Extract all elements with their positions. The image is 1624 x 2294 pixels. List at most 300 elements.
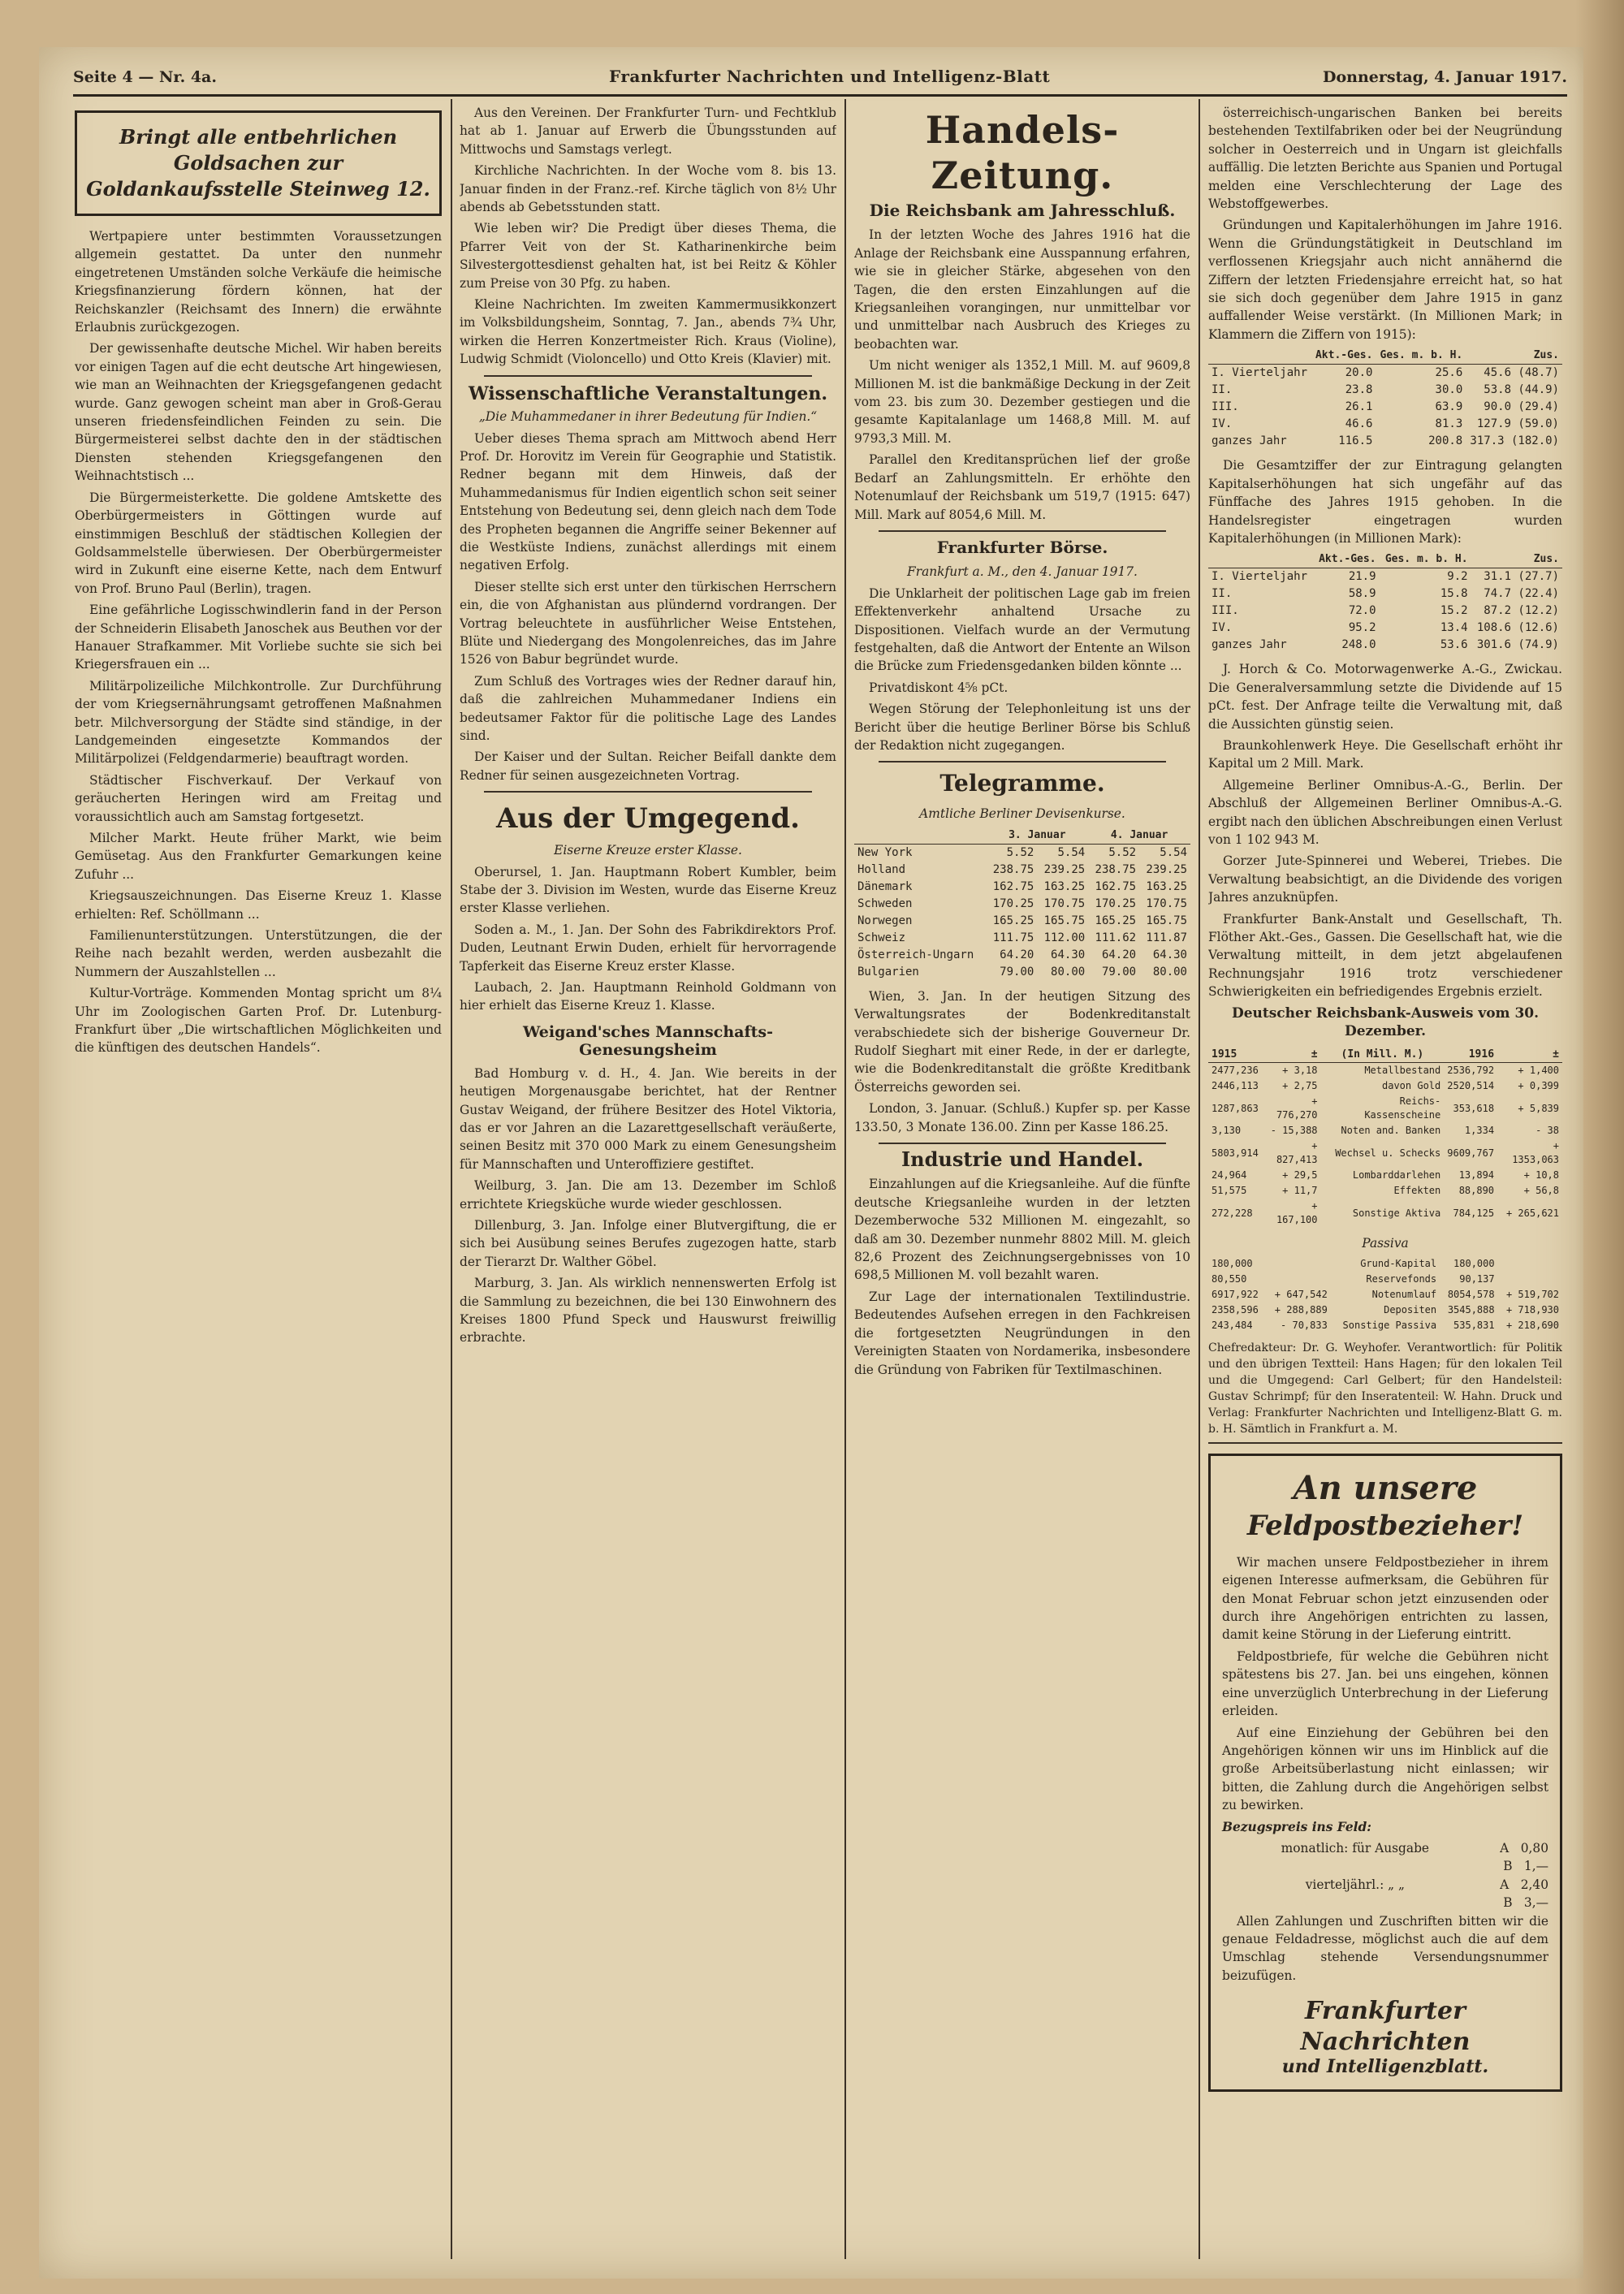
table-cell: 200.8: [1428, 434, 1463, 448]
table-cell: 63.9: [1435, 400, 1463, 414]
issue-date: Donnerstag, 4. Januar 1917.: [1323, 68, 1567, 86]
price-value: 0,80: [1520, 1840, 1548, 1856]
table-caption: Amtliche Berliner Devisenkurse.: [919, 806, 1125, 822]
table-cell: 64.20: [1101, 948, 1137, 961]
table-cell: 3545,888: [1447, 1303, 1495, 1315]
price-row: [1222, 1839, 1548, 1857]
table-header-cell: ±: [1262, 1047, 1321, 1063]
table-cell: I. Vierteljahr: [1212, 570, 1308, 584]
table-cell: 163.25: [1146, 879, 1187, 893]
table-cell: + 519,702: [1505, 1288, 1559, 1300]
table-cell: 112.00: [1043, 931, 1086, 944]
table-cell: 95.2: [1348, 621, 1376, 635]
table-subcaption: Passiva: [1362, 1236, 1409, 1251]
price-label: [1222, 1857, 1492, 1875]
article-paragraph: Braunkohlenwerk Heye. Die Gesellschaft erhöht ihr Kapital um 2 Mill. Mark.: [1208, 737, 1562, 771]
table-cell: 8054,578: [1447, 1288, 1495, 1300]
table-cell: [1498, 1272, 1562, 1287]
table-cell: IV.: [1212, 621, 1233, 635]
table-cell: 51,575: [1212, 1185, 1247, 1197]
article-headline: Die Reichsbank am Jahresschluß.: [869, 201, 1176, 220]
table-cell: 1287,863: [1212, 1102, 1259, 1114]
article-paragraph: Dieser stellte sich erst unter den türkischen Herrschern ein, die von Afghanistan aus plündernd vordrangen. Der Vortrag beleuchtete in ausführlicher Weise Entstehen, Blüte und Niedergang des Mongolenreiches, das im Jahre 1526 von Babur begründet wurde.: [460, 579, 836, 667]
editorial-imprint: Chefredakteur: Dr. G. Weyhofer. Verantwortlich: für Politik und den übrigen Textteil: Hans Hagen; für den lokalen Teil und die Umgegend: Carl Gelbert; für den Handelsteil: Gustav Schrimpf; für den Inseratenteil: W. Hahn. Druck und Verlag: Frankfurter Nachrichten und Intelligenz-Blatt G. m. b. H. Sämtlich in Frankfurt a. M.: [1208, 1340, 1562, 1444]
table-cell: Reichs-Kassenscheine: [1364, 1095, 1441, 1121]
article-paragraph: österreichisch-ungarischen Banken bei bereits bestehenden Textilfabriken oder bei der Neugründung solcher in Oesterreich und in Ungarn ist gleichfalls auffällig. Die letzten Berichte aus Spanien und Portugal melden eine Verschlechterung der Lage des Webstoffgewerbes.: [1208, 106, 1562, 212]
price-list: [1222, 1839, 1548, 1912]
table-cell: 180,000: [1212, 1257, 1253, 1269]
table-cell: IV.: [1212, 417, 1233, 431]
table-row: [1208, 1303, 1562, 1318]
table-header-cell: Ges. m. b. H.: [1380, 551, 1471, 568]
table-row: [1208, 1199, 1562, 1228]
table-cell: + 3,18: [1282, 1065, 1318, 1077]
column-divider-2: [844, 99, 846, 2259]
article-paragraph: Frankfurter Bank-Anstalt und Gesellschaft, Th. Flöther Akt.-Ges., Gassen. Die Gesellschaft hat, wie die Verwaltung mitteilt, in dem jetzt abgelaufenen Rechnungsjahr 1916 trotz verschiedener Schwierigkeiten ein befriedigendes Ergebnis erzielt.: [1208, 911, 1562, 1000]
commerce-section-title: Handels-Zeitung.: [925, 108, 1120, 197]
article-paragraph: Weilburg, 3. Jan. Die am 13. Dezember im Schloß errichtete Kriegsküche wurde wieder geschlossen.: [460, 1178, 836, 1212]
article-paragraph: Bad Homburg v. d. H., 4. Jan. Wie bereits in der heutigen Morgenausgabe berichtet, hat der Rentner Gustav Weigand, der frühere Besitzer des Hotel Viktoria, das er vor Jahren an die Lazarettgesellschaft veräußerte, seinen Besitz mit 370 000 Mark zu einem Genesungsheim für Mannschaften und Unteroffiziere gestiftet.: [460, 1065, 836, 1172]
table-cell: 6917,922: [1212, 1288, 1259, 1300]
table-cell: 9.2: [1447, 570, 1468, 584]
article-paragraph: Laubach, 2. Jan. Hauptmann Reinhold Goldmann von hier erhielt das Eiserne Kreuz 1. Klasse.: [460, 980, 836, 1013]
table-cell: 26.1: [1345, 400, 1373, 414]
table-cell: [1266, 1272, 1330, 1287]
gold-collection-advert: Bringt alle entbehrlichen Goldsachen zur Goldankaufsstelle Steinweg 12.: [75, 110, 442, 216]
section-subheading: „Die Muhammedaner in ihrer Bedeutung für Indien.“: [478, 409, 818, 425]
price-row: [1222, 1894, 1548, 1912]
table-cell: Schweden: [857, 896, 913, 910]
price-row: [1222, 1857, 1548, 1875]
table-cell: 243,484: [1212, 1319, 1253, 1331]
table-cell: 79.00: [1101, 965, 1137, 979]
notice-paragraph: Feldpostbriefe, für welche die Gebühren nicht spätestens bis 27. Jan. bei uns eingehen, können eine unverzüglich Unterbrechung in der Lieferung erleiden.: [1222, 1648, 1548, 1719]
article-paragraph: Einzahlungen auf die Kriegsanleihe. Auf die fünfte deutsche Kriegsanleihe wurden in der letzten Dezemberwoche 532 Millionen M. eingezahlt, so daß am 30. Dezember nunmehr 8802 Mill. M. gleich 82,6 Prozent des Zeichnungsergebnisses von 10 698,5 Millionen M. voll bezahlt waren.: [854, 1177, 1190, 1283]
article-paragraph: Kirchliche Nachrichten. In der Woche vom 8. bis 13. Januar finden in der Franz.-ref. Kirche täglich von 8½ Uhr abends ab Gebetsstunden statt.: [460, 163, 836, 215]
price-value: 1,—: [1523, 1859, 1548, 1874]
price-row: [1222, 1876, 1548, 1894]
column-finance: [1208, 104, 1562, 2264]
table-cell: Noten and. Banken: [1341, 1125, 1441, 1137]
table-cell: 80.00: [1051, 965, 1086, 979]
section-heading: Wissenschaftliche Veranstaltungen.: [468, 382, 828, 404]
table-cell: Dänemark: [857, 879, 913, 893]
table-cell: 90.0 (29.4): [1484, 400, 1559, 414]
table-cell: 272,228: [1212, 1207, 1253, 1219]
table-header-row: [854, 827, 1190, 845]
article-paragraph: Kultur-Vorträge. Kommenden Montag spricht um 8¼ Uhr im Zoologischen Garten Prof. Dr. Lutenburg-Frankfurt über „Die wirtschaftlichen Möglichkeiten und die künftigen des deutschen Handels“.: [75, 986, 442, 1056]
table-cell: 535,831: [1453, 1319, 1495, 1331]
table-cell: 163.25: [1043, 879, 1086, 893]
table-cell: 162.75: [992, 879, 1034, 893]
table-cell: III.: [1212, 400, 1239, 414]
table-cell: 64.30: [1152, 948, 1187, 961]
table-row: [1208, 433, 1562, 450]
table-header-cell: [1208, 551, 1314, 568]
table-header-cell: 1915: [1208, 1047, 1262, 1063]
table-header-cell: 1916: [1444, 1047, 1497, 1063]
table-cell: 165.75: [1146, 914, 1187, 927]
article-paragraph: Allgemeine Berliner Omnibus-A.-G., Berlin. Der Abschluß der Allgemeinen Berliner Omnibus-A.-G. ergibt nach den üblichen Abschreibungen einen Verlust von 1 102 943 M.: [1208, 777, 1562, 847]
section-rule: [879, 1143, 1166, 1144]
table-cell: 30.0: [1435, 383, 1463, 397]
table-cell: - 38: [1535, 1125, 1559, 1137]
table-cell: + 5,839: [1518, 1102, 1559, 1114]
table-cell: 13,894: [1458, 1169, 1495, 1182]
article-paragraph: Kriegsauszeichnungen. Das Eiserne Kreuz 1. Klasse erhielten: Ref. Schöllmann ...: [75, 888, 442, 922]
table-cell: 45.6 (48.7): [1484, 366, 1559, 380]
table-cell: + 0,399: [1518, 1080, 1559, 1092]
table-row: [1208, 1094, 1562, 1123]
table-header-cell: Zus.: [1466, 347, 1562, 365]
article-paragraph: Wegen Störung der Telephonleitung ist uns der Bericht über die heutige Berliner Börse bis Schluß der Redaktion nicht zugegangen.: [854, 702, 1190, 753]
table-cell: Holland: [857, 862, 906, 876]
table-cell: 5.52: [1006, 845, 1034, 859]
table-header-cell: [854, 827, 986, 845]
article-headline: Telegramme.: [939, 770, 1105, 797]
capital-increase-table: [1208, 551, 1562, 654]
article-paragraph: Gründungen und Kapitalerhöhungen im Jahre 1916. Wenn die Gründungstätigkeit in Deutschland im verflossenen Kriegsjahr auch nicht annähernd die Ziffern der letzten Friedensjahre erreicht hat, so hat sie sich doch gegenüber dem Jahre 1915 in ganz auffallender Weise verstärkt. (In Millionen Mark; in Klammern die Ziffern von 1915):: [1208, 218, 1562, 342]
table-cell: 5.54: [1160, 845, 1187, 859]
article-paragraph: Die Unklarheit der politischen Lage gab im freien Effektenverkehr anhaltend Ursache zu Dispositionen. Vielfach wurde an der Vermutung festgehalten, daß die Antwort der Entente an Wilson die Brücke zum Friedensgedanken bilden könnte ...: [854, 585, 1190, 674]
table-cell: Sonstige Aktiva: [1352, 1207, 1441, 1219]
table-row: [854, 844, 1190, 862]
table-cell: 87.2 (12.2): [1484, 604, 1559, 618]
table-cell: Norwegen: [857, 914, 913, 927]
price-label: monatlich: für Ausgabe: [1281, 1840, 1430, 1856]
table-cell: + 2,75: [1282, 1080, 1318, 1092]
notice-paragraph: Auf eine Einziehung der Gebühren bei den Angehörigen können wir uns im Hinblick auf die große Arbeitsüberlastung nicht einlassen; wir bitten, die Zahlung durch die Angehörigen selbst zu bewirken.: [1222, 1725, 1548, 1813]
table-cell: 2477,236: [1212, 1065, 1259, 1077]
table-cell: Bulgarien: [857, 965, 919, 979]
table-cell: 58.9: [1348, 587, 1376, 601]
price-value: 3,—: [1523, 1895, 1548, 1911]
table-cell: 111.87: [1146, 931, 1187, 944]
table-cell: 116.5: [1338, 434, 1373, 448]
price-value: 2,40: [1520, 1877, 1548, 1892]
table-cell: 127.9 (59.0): [1476, 417, 1559, 431]
table-row: [1208, 399, 1562, 416]
article-paragraph: J. Horch & Co. Motorwagenwerke A.-G., Zwickau. Die Generalversammlung setzte die Dividende auf 15 pCt. fest. Der Anfrage teilte die Verwaltung mit, daß die Aussichten günstig seien.: [1208, 662, 1562, 732]
subscriber-notice: [1208, 1454, 1562, 2092]
table-row: [1208, 568, 1562, 586]
reichsbank-liabilities-table: [1208, 1256, 1562, 1333]
table-cell: 3,130: [1212, 1125, 1242, 1137]
section-heading: Aus der Umgegend.: [496, 802, 800, 836]
article-paragraph: Oberursel, 1. Jan. Hauptmann Robert Kumbler, beim Stabe der 3. Division im Westen, wurde das Eiserne Kreuz erster Klasse verliehen.: [460, 864, 836, 916]
table-cell: 162.75: [1095, 879, 1137, 893]
table-cell: 72.0: [1348, 604, 1376, 618]
notice-title-line1: An unsere: [1293, 1468, 1478, 1507]
table-cell: 21.9: [1348, 570, 1376, 584]
table-cell: 31.1 (27.7): [1484, 570, 1559, 584]
table-cell: II.: [1212, 383, 1233, 397]
table-cell: 301.6 (74.9): [1476, 638, 1559, 652]
table-row: [1208, 1318, 1562, 1333]
table-cell: + 288,889: [1274, 1303, 1328, 1315]
table-cell: 2520,514: [1447, 1080, 1495, 1092]
table-cell: 81.3: [1435, 417, 1463, 431]
table-cell: II.: [1212, 587, 1233, 601]
table-row: [1208, 603, 1562, 620]
table-cell: + 1,400: [1518, 1065, 1559, 1077]
table-header-cell: 3. Januar: [986, 827, 1088, 845]
column-local-news: [75, 104, 442, 2264]
column-commerce: [854, 104, 1190, 2264]
article-paragraph: Marburg, 3. Jan. Als wirklich nennenswerten Erfolg ist die Sammlung zu bezeichnen, die bei 130 Einwohnern des Kreises 1800 Pfund Speck und Hauswurst freiwillig erbrachte.: [460, 1276, 836, 1346]
table-cell: 170.25: [992, 896, 1034, 910]
article-headline: Industrie und Handel.: [901, 1147, 1144, 1172]
table-cell: Sonstige Passiva: [1342, 1319, 1437, 1331]
table-cell: 20.0: [1345, 366, 1373, 380]
section-rule: [484, 791, 812, 793]
table-cell: Grund-Kapital: [1360, 1257, 1437, 1269]
article-paragraph: Um nicht weniger als 1352,1 Mill. M. auf 9609,8 Millionen M. ist die bankmäßige Deckung in der Zeit vom 23. bis zum 30. Dezember gestiegen und die gesamte Kapitalanlage um 1468,8 Mill. M. auf 9793,3 Mill. M.: [854, 358, 1190, 446]
table-header-row: [1208, 1047, 1562, 1063]
price-label: vierteljährl.: „ „: [1305, 1877, 1405, 1892]
table-cell: + 11,7: [1282, 1185, 1318, 1197]
section-heading: Weigand'sches Mannschafts-Genesungsheim: [523, 1022, 773, 1060]
edition-letter: A: [1500, 1840, 1510, 1856]
table-cell: [1266, 1256, 1330, 1272]
article-paragraph: Die Gesamtziffer der zur Eintragung gelangten Kapitalserhöhungen hat sich ungefähr auf das Fünffache des Jahres 1915 gehoben. In die Handelsregister eingetragen wurden Kapitalerhöhungen (in Millionen Mark):: [1208, 458, 1562, 546]
section-subheading: Eiserne Kreuze erster Klasse.: [554, 843, 742, 858]
article-paragraph: In der letzten Woche des Jahres 1916 hat die Anlage der Reichsbank eine Ausspannung erfahren, wie sie in gleicher Stärke, abgesehen von den Tagen, die den ersten Einzahlungen auf die Kriegsanleihen vorangingen, nur unmittelbar vor und unmittelbar nach Ausbruch des Krieges zu beobachten war.: [854, 227, 1190, 352]
table-row: [1208, 1123, 1562, 1138]
notice-paragraph: Wir machen unsere Feldpostbezieher in ihrem eigenen Interesse aufmerksam, die Gebühren für den Monat Februar schon jetzt einzusenden oder durch ihre Angehörigen entrichten zu lassen, damit keine Störung in der Lieferung eintritt.: [1222, 1554, 1548, 1643]
price-heading: Bezugspreis ins Feld:: [1222, 1819, 1371, 1834]
table-cell: + 56,8: [1523, 1185, 1559, 1197]
table-cell: III.: [1212, 604, 1239, 618]
article-paragraph: Gorzer Jute-Spinnerei und Weberei, Triebes. Die Verwaltung beabsichtigt, an die Dividende des vorigen Jahres anzuknüpfen.: [1208, 853, 1562, 905]
table-cell: + 265,621: [1505, 1207, 1559, 1219]
table-cell: - 15,388: [1270, 1125, 1318, 1137]
dateline: Frankfurt a. M., den 4. Januar 1917.: [907, 564, 1138, 580]
table-row: [1208, 1063, 1562, 1079]
article-paragraph: Milcher Markt. Heute früher Markt, wie beim Gemüsetag. Aus den Frankfurter Gemarkungen keine Zufuhr ...: [75, 831, 442, 882]
table-row: [1208, 620, 1562, 637]
article-paragraph: Zur Lage der internationalen Textilindustrie. Bedeutendes Aufsehen erregen in den Fachkreisen die fortgesetzten Neugründungen in den Vereinigten Staaten von Nordamerika, insbesondere die Gründung von Fabriken für Textilmaschinen.: [854, 1289, 1190, 1377]
article-paragraph: Privatdiskont 4⅝ pCt.: [869, 680, 1009, 695]
article-paragraph: Der Kaiser und der Sultan. Reicher Beifall dankte dem Redner für seinen ausgezeichneten Vortrag.: [460, 750, 836, 783]
table-cell: 165.25: [1095, 914, 1137, 927]
table-cell: 170.75: [1043, 896, 1086, 910]
table-cell: 25.6: [1435, 366, 1463, 380]
notice-paragraph: Allen Zahlungen und Zuschriften bitten wir die genaue Feldadresse, möglichst auch die auf dem Umschlag stehende Versendungsnummer beizufügen.: [1222, 1913, 1548, 1983]
table-cell: 79.00: [1000, 965, 1034, 979]
table-cell: Metallbestand: [1364, 1065, 1441, 1077]
table-cell: 165.25: [992, 914, 1034, 927]
table-row: [1208, 585, 1562, 603]
article-paragraph: Zum Schluß des Vortrages wies der Redner darauf hin, daß die zahlreichen Muhammedaner Indiens ein bedeutsamer Faktor für die politische Lage des Landes sind.: [460, 673, 836, 743]
table-cell: 64.20: [1000, 948, 1034, 961]
table-cell: 170.25: [1095, 896, 1137, 910]
table-cell: ganzes Jahr: [1212, 434, 1287, 448]
table-cell: 15.2: [1440, 604, 1468, 618]
table-row: [1208, 1078, 1562, 1094]
table-row: [1208, 1183, 1562, 1199]
table-header-row: [1208, 551, 1562, 568]
masthead: Frankfurter Nachrichten und Intelligenz-Blatt: [609, 67, 1051, 86]
table-cell: I. Vierteljahr: [1212, 366, 1308, 380]
article-paragraph: Ueber dieses Thema sprach am Mittwoch abend Herr Prof. Dr. Horovitz im Verein für Geographie und Statistik. Redner begann mit dem Hinweis, daß der Muhammedanismus für Indien eigentlich schon seit seiner Entstehung von Bedeutung sei, denn gleich nach dem Tode des Propheten begannen die Angriffe seiner Bekenner auf die Westküste Indiens, zunächst allerdings mit einem negativen Erfolg.: [460, 430, 836, 573]
table-row: [854, 964, 1190, 981]
section-rule: [879, 530, 1166, 532]
table-cell: + 218,690: [1505, 1319, 1559, 1331]
table-cell: New York: [857, 845, 913, 859]
notice-signature-sub: und Intelligenzblatt.: [1281, 2056, 1489, 2078]
table-header-cell: [1208, 347, 1311, 365]
table-row: [1208, 1168, 1562, 1183]
table-row: [1208, 382, 1562, 399]
section-rule: [484, 375, 812, 377]
table-cell: Wechsel u. Schecks: [1335, 1147, 1441, 1159]
table-cell: 2446,113: [1212, 1080, 1259, 1092]
table-cell: 5.54: [1057, 845, 1086, 859]
table-row: [854, 896, 1190, 913]
table-cell: 111.62: [1095, 931, 1137, 944]
article-paragraph: Wie leben wir? Die Predigt über dieses Thema, die Pfarrer Veit von der St. Katharinenkirche beim Silvestergottesdienst gehalten hat, ist bei Reitz & Köhler zum Preise von 30 Pfg. zu haben.: [460, 221, 836, 291]
table-cell: 317.3 (182.0): [1470, 434, 1559, 448]
table-cell: + 647,542: [1274, 1288, 1328, 1300]
table-cell: + 10,8: [1523, 1169, 1559, 1182]
table-header-cell: ±: [1497, 1047, 1562, 1063]
exchange-rate-table: [854, 827, 1190, 981]
table-cell: 13.4: [1440, 621, 1468, 635]
table-row: [1208, 637, 1562, 654]
page-header: [73, 67, 1567, 94]
article-paragraph: Städtischer Fischverkauf. Der Verkauf von geräucherten Heringen wird am Freitag und voraussichtlich auch am Samstag fortgesetzt.: [75, 772, 442, 824]
article-paragraph: Soden a. M., 1. Jan. Der Sohn des Fabrikdirektors Prof. Duden, Leutnant Erwin Duden, erhielt für hervorragende Tapferkeit das Eiserne Kreuz erster Klasse.: [460, 922, 836, 974]
table-cell: Depositen: [1384, 1303, 1437, 1315]
table-cell: 88,890: [1458, 1185, 1495, 1197]
table-row: [1208, 416, 1562, 433]
article-paragraph: Wertpapiere unter bestimmten Voraussetzungen allgemein gestattet. Da unter den nunmehr eingetretenen Umständen solche Verkäufe die heimische Kriegsfinanzierung fördern können, hat der Reichskanzler (Reichsamt des Innern) die erwähnte Erlaubnis zurückgezogen.: [75, 229, 442, 335]
table-cell: 784,125: [1453, 1207, 1495, 1219]
table-cell: Österreich-Ungarn: [857, 948, 974, 961]
table-cell: + 718,930: [1505, 1303, 1559, 1315]
table-cell: 165.75: [1043, 914, 1086, 927]
table-cell: 2536,792: [1447, 1065, 1495, 1077]
table-header-row: [1208, 347, 1562, 365]
edition-letter: B: [1503, 1859, 1513, 1874]
table-cell: 248.0: [1341, 638, 1376, 652]
price-label: [1222, 1894, 1492, 1912]
table-cell: davon Gold: [1382, 1080, 1441, 1092]
table-cell: 53.6: [1440, 638, 1468, 652]
table-cell: 108.6 (12.6): [1476, 621, 1559, 635]
table-cell: 238.75: [1095, 862, 1137, 876]
table-cell: 353,618: [1453, 1102, 1495, 1114]
table-cell: 64.30: [1051, 948, 1086, 961]
table-row: [1208, 1256, 1562, 1272]
table-cell: + 776,270: [1276, 1095, 1318, 1121]
foundings-table: [1208, 347, 1562, 450]
article-paragraph: Die Bürgermeisterkette. Die goldene Amtskette des Oberbürgermeisters in Göttingen wurde auf einstimmigen Beschluß der städtischen Kollegien der Goldsammelstelle überwiesen. Der Oberbürgermeister wird in Zukunft eine eiserne Kette, nach dem Entwurf von Prof. Bruno Paul (Berlin), tragen.: [75, 490, 442, 596]
table-cell: 53.8 (44.9): [1484, 383, 1559, 397]
table-row: [1208, 1272, 1562, 1287]
table-cell: 2358,596: [1212, 1303, 1259, 1315]
table-cell: [1498, 1256, 1562, 1272]
table-cell: 238.75: [992, 862, 1034, 876]
article-paragraph: Kleine Nachrichten. Im zweiten Kammermusikkonzert im Volksbildungsheim, Sonntag, 7. Jan., abends 7¾ Uhr, wirken die Herren Konzertmeister Rich. Kraus (Violine), Ludwig Schmidt (Violoncello) und Otto Kreis (Klavier) mit.: [460, 297, 836, 367]
table-row: [1208, 1138, 1562, 1168]
notice-title-line2: Feldpostbezieher!: [1246, 1509, 1524, 1542]
table-row: [1208, 1287, 1562, 1303]
table-cell: 24,964: [1212, 1169, 1247, 1182]
table-cell: 111.75: [992, 931, 1034, 944]
table-cell: 15.8: [1440, 587, 1468, 601]
table-cell: 90,137: [1459, 1272, 1495, 1285]
table-cell: 180,000: [1453, 1257, 1495, 1269]
reichsbank-balance-table: [1208, 1047, 1562, 1228]
table-cell: 9609,767: [1447, 1147, 1495, 1159]
table-cell: + 1353,063: [1512, 1140, 1559, 1166]
article-paragraph: Familienunterstützungen. Unterstützungen, die der Reihe nach bezahlt werden, werden ausbezahlt die Nummern der Auszahlstellen ...: [75, 928, 442, 979]
column-divider-1: [451, 99, 452, 2259]
table-cell: 46.6: [1345, 417, 1373, 431]
table-cell: Notenumlauf: [1371, 1288, 1437, 1300]
table-cell: 80.00: [1152, 965, 1187, 979]
table-cell: 80,550: [1212, 1272, 1247, 1285]
article-headline: Frankfurter Börse.: [936, 537, 1108, 557]
header-rule: [73, 94, 1567, 97]
table-cell: ganzes Jahr: [1212, 638, 1287, 652]
page-edge-shadow: [1575, 0, 1624, 2294]
article-paragraph: Parallel den Kreditansprüchen lief der große Bedarf an Zahlungsmitteln. Er erhöhte den Notenumlauf der Reichsbank um 519,7 (1915: 647) Mill. Mark auf 8054,6 Mill. M.: [854, 452, 1190, 522]
article-paragraph: Dillenburg, 3. Jan. Infolge einer Blutvergiftung, die er sich bei Ausübung seines Berufes zugezogen hatte, starb der Tierarzt Dr. Walther Göbel.: [460, 1217, 836, 1269]
table-row: [854, 879, 1190, 896]
column-divider-3: [1199, 99, 1200, 2259]
table-cell: Effekten: [1393, 1185, 1441, 1197]
table-cell: 5803,914: [1212, 1147, 1259, 1159]
table-cell: + 167,100: [1276, 1200, 1318, 1226]
section-rule: [879, 761, 1166, 763]
table-cell: 1,334: [1464, 1125, 1495, 1137]
article-paragraph: London, 3. Januar. (Schluß.) Kupfer sp. per Kasse 133.50, 3 Monate 136.00. Zinn per Kasse 186.25.: [854, 1101, 1190, 1134]
table-header-cell: Akt.-Ges.: [1314, 551, 1380, 568]
table-cell: + 29,5: [1282, 1169, 1318, 1182]
notice-signature: Frankfurter Nachrichten: [1300, 1997, 1471, 2057]
table-row: [1208, 365, 1562, 382]
table-header-cell: Zus.: [1471, 551, 1562, 568]
table-header-cell: Akt.-Ges.: [1311, 347, 1376, 365]
table-row: [854, 947, 1190, 964]
edition-letter: B: [1503, 1895, 1513, 1911]
article-paragraph: Militärpolizeiliche Milchkontrolle. Zur Durchführung der vom Kriegsernährungsamt getroffenen Maßnahmen betr. Milchversorgung der Städte sind ständige, in der Landgemeinden eingesetzte Kommandos der Militärpolizei (Feldgendarmerie) beauftragt worden.: [75, 678, 442, 767]
table-row: [854, 862, 1190, 879]
table-header-cell: 4. Januar: [1088, 827, 1190, 845]
table-cell: - 70,833: [1281, 1319, 1328, 1331]
table-cell: + 827,413: [1276, 1140, 1318, 1166]
table-title: Deutscher Reichsbank-Ausweis vom 30. Dezember.: [1231, 1004, 1540, 1040]
table-cell: Lombarddarlehen: [1352, 1169, 1441, 1182]
table-cell: Reservefonds: [1366, 1272, 1437, 1285]
table-cell: Schweiz: [857, 931, 906, 944]
table-row: [854, 913, 1190, 930]
table-row: [854, 930, 1190, 947]
table-cell: 239.25: [1146, 862, 1187, 876]
table-cell: 239.25: [1043, 862, 1086, 876]
column-events: [460, 104, 836, 2264]
article-paragraph: Eine gefährliche Logisschwindlerin fand in der Person der Schneiderin Elisabeth Janoschek aus Beuthen vor der Hanauer Strafkammer. Mit Vorliebe suchte sie sich bei Kriegersfrauen ein ...: [75, 603, 442, 672]
article-paragraph: Wien, 3. Jan. In der heutigen Sitzung des Verwaltungsrates der Bodenkreditanstalt verabschiedete sich der bisherige Gouverneur Dr. Rudolf Sieghart mit einer Rede, in der er darlegte, wie die Bodenkreditanstalt die größte Kreditbank Österreichs geworden sei.: [854, 988, 1190, 1095]
edition-letter: A: [1500, 1877, 1510, 1892]
table-cell: 170.75: [1146, 896, 1187, 910]
table-header-cell: Ges. m. b. H.: [1376, 347, 1466, 365]
article-paragraph: Aus den Vereinen. Der Frankfurter Turn- und Fechtklub hat ab 1. Januar auf Erwerb die Übungsstunden auf Mittwochs und Samstags verlegt.: [460, 106, 836, 157]
article-paragraph: Der gewissenhafte deutsche Michel. Wir haben bereits vor einigen Tagen auf die echt deutsche Art hingewiesen, wie man an Weihnachten der Kriegsgefangenen gedacht wurde. Ganz gewogen scheint man aber in Groß-Gerau unseren friedensfeindlichen Feinden zu sein. Die Bürgermeisterei selbst dachte den in der städtischen Diensten stehenden Kriegsgefangenen den Weihnachtstisch ...: [75, 341, 442, 484]
